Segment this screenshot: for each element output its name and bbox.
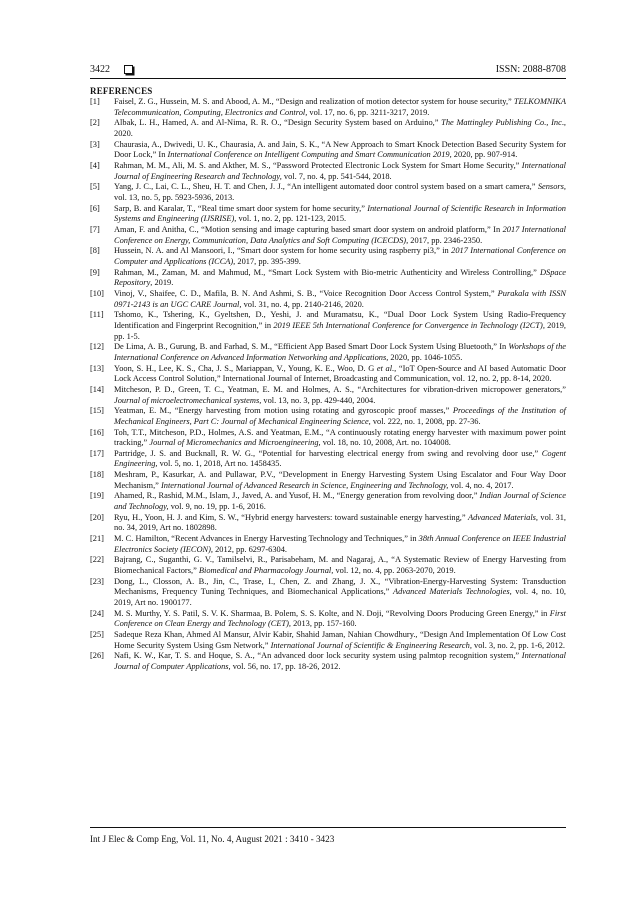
reference-authors-title: Ryu, H., Yoon, H. J. and Kim, S. W., “Hybrid energy harvesters: toward sustainable energy harvesting,”	[114, 512, 468, 522]
reference-authors-title: Rahman, M. M., Ali, M. S. and Akther, M. S., “Password Protected Electronic Lock System for Smart Home Security,”	[114, 161, 522, 171]
reference-text	[114, 204, 566, 225]
reference-authors-title: Faisel, Z. G., Hussein, M. S. and Abood, A. M., “Design and realization of motion detector system for house security,”	[114, 97, 514, 107]
reference-venue: First Conference on Clean Energy and Technology (CET),	[114, 608, 566, 629]
reference-number: [19]	[90, 491, 104, 501]
reference-item	[90, 182, 566, 203]
reference-number: [1]	[90, 97, 100, 107]
reference-details: 2019, pp. 1-5.	[114, 320, 567, 341]
reference-authors-title: Toh, T.T., Mitcheson, P.D., Holmes, A.S. and Yeatman, E.M., “A continuously rotating energy harvester with maximum power point tracking,”	[114, 427, 566, 448]
reference-authors-title: Sadeque Reza Khan, Ahmed Al Mansur, Alvir Kabir, Shahid Jaman, Nahian Chowdhury., “Design And Implementation Of Low Cost Home Security System Using Gsm Network,”	[114, 629, 566, 650]
reference-item	[90, 491, 566, 512]
reference-venue: Journal of microelectromechanical systems,	[114, 395, 262, 405]
reference-text	[114, 651, 566, 672]
reference-item	[90, 364, 566, 385]
references-heading: REFERENCES	[90, 86, 153, 96]
reference-authors-title: Bajrang, C., Suganthi, G. V., Tamilselvi, R., Parisabeham, M. and Nagaraj, A., “A Systematic Review of Energy Harvesting from Biomechanical Factors,”	[114, 555, 566, 576]
reference-text	[114, 140, 566, 161]
reference-item	[90, 289, 566, 310]
reference-text	[114, 97, 566, 118]
reference-number: [8]	[90, 246, 100, 256]
reference-text	[114, 342, 566, 363]
reference-authors-title: Dong, L., Closson, A. B., Jin, C., Trase, I., Chen, Z. and Zhang, J. X., “Vibration-Energy-Harvesting System: Transduction Mechanisms, Frequency Tuning Techniques, and Biomechanical Applications,”	[114, 576, 566, 597]
reference-details: , 2020, pp. 907-914.	[449, 150, 518, 160]
reference-text	[114, 406, 566, 427]
reference-number: [13]	[90, 363, 104, 373]
reference-item	[90, 651, 566, 672]
reference-details: , 2019.	[150, 278, 174, 288]
reference-text	[114, 268, 566, 289]
reference-text	[114, 289, 566, 310]
reference-number: [25]	[90, 629, 104, 639]
reference-details: vol. 31, no. 34, 2019, Art no. 1802898.	[114, 512, 567, 533]
square-bullet-icon	[124, 65, 133, 74]
reference-number: [22]	[90, 555, 104, 565]
reference-details: , “IoT Open-Source and AI based Automatic Door Lock Access Control Solution,” International Journal of Internet, Broadcasting and Communication, vol. 12, no. 2, pp. 8-14, 2020.	[114, 363, 566, 384]
reference-item	[90, 97, 566, 118]
footer-rule	[90, 827, 566, 828]
page-header	[90, 60, 566, 78]
reference-item	[90, 310, 566, 342]
reference-venue: International Conference on Intelligent Computing and Smart Communication 2019	[167, 150, 450, 160]
reference-authors-title: M. C. Hamilton, “Recent Advances in Energy Harvesting Technology and Techniques,” in	[114, 534, 419, 544]
reference-venue: Journal of Micromechanics and Microengineering,	[149, 438, 321, 448]
reference-number: [6]	[90, 203, 100, 213]
reference-authors-title: Nafi, K. W., Kar, T. S. and Hoque, S. A., “An advanced door lock security system using palmtop recognition system,”	[114, 651, 522, 661]
reference-details: vol. 4, no. 10, 2019, Art no. 1900177.	[114, 587, 566, 607]
reference-number: [3]	[90, 139, 100, 149]
reference-venue: International Journal of Scientific Research in Information Systems and Engineering (IJSRISE)	[114, 203, 566, 224]
reference-item	[90, 449, 566, 470]
reference-text	[114, 225, 566, 246]
reference-venue: International Journal of Advanced Research in Science, Engineering and Technology,	[160, 480, 449, 490]
reference-details: vol. 222, no. 1, 2008, pp. 27-36.	[370, 416, 481, 426]
reference-number: [15]	[90, 406, 104, 416]
reference-details: vol. 3, no. 2, pp. 1-6, 2012.	[471, 640, 565, 650]
reference-number: [4]	[90, 161, 100, 171]
reference-venue: Advanced Materials,	[467, 512, 539, 522]
reference-authors-title: Ahamed, R., Rashid, M.M., Islam, J., Javed, A. and Yusof, H. M., “Energy generation from revolving door,”	[114, 491, 480, 501]
reference-number: [18]	[90, 470, 104, 480]
reference-number: [21]	[90, 534, 104, 544]
reference-venue: 2017 International Conference on Computer and Applications (ICCA),	[114, 246, 566, 266]
reference-venue: Biomedical and Pharmacology Journal,	[198, 566, 334, 576]
reference-item	[90, 630, 566, 651]
reference-authors-title: Yoon, S. H., Lee, K. S., Cha, J. S., Mariappan, V., Young, K. E., Woo, D. G	[114, 363, 377, 373]
reference-venue: Cogent Engineering,	[114, 448, 566, 469]
reference-venue: The Mattingley Publishing Co., Inc	[441, 118, 562, 128]
reference-authors-title: Aman, F. and Anitha, C., “Motion sensing and image capturing based smart door system on android platform,” In	[114, 225, 503, 235]
reference-text	[114, 449, 566, 470]
reference-venue: Indian Journal of Science and Technology,	[114, 491, 566, 512]
reference-venue: Advanced Materials Technologies,	[392, 587, 512, 597]
reference-details: vol. 18, no. 10, 2008, Art. no. 104008.	[320, 438, 451, 448]
reference-item	[90, 118, 566, 139]
reference-venue: Sensors,	[537, 182, 566, 192]
reference-details: vol. 9, no. 19, pp. 1-6, 2016.	[168, 502, 266, 512]
reference-details: vol. 13, no. 3, pp. 429-440, 2004.	[261, 395, 376, 405]
reference-authors-title: De Lima, A. B., Gurung, B. and Farhad, S. M., “Efficient App Based Smart Door Lock System Using Bluetooth,” In	[114, 342, 509, 352]
reference-text	[114, 246, 566, 267]
reference-item	[90, 268, 566, 289]
reference-details: 2017, pp. 395-399.	[235, 257, 301, 266]
reference-authors-title: Sarp, B. and Karalar, T., “Real time smart door system for home security,”	[114, 203, 368, 213]
reference-venue: Workshops of the International Conference on Advanced Information Networking and Applications,	[114, 342, 566, 362]
reference-authors-title: Mitcheson, P. D., Green, T. C., Yeatman, E. M. and Holmes, A. S., “Architectures for vibration-driven micropower generators,”	[114, 384, 566, 394]
reference-venue: International Journal of Engineering Research and Technology,	[114, 161, 566, 181]
reference-number: [26]	[90, 651, 104, 661]
reference-number: [2]	[90, 118, 100, 128]
reference-details: 2017, pp. 2346-2350.	[408, 235, 483, 245]
reference-number: [7]	[90, 225, 100, 235]
reference-number: [9]	[90, 267, 100, 277]
reference-details: vol. 56, no. 17, pp. 18-26, 2012.	[230, 661, 341, 671]
reference-number: [14]	[90, 384, 104, 394]
reference-number: [17]	[90, 448, 104, 458]
reference-number: [11]	[90, 310, 104, 320]
reference-text	[114, 385, 566, 406]
reference-text	[114, 609, 566, 630]
reference-text	[114, 577, 566, 609]
reference-item	[90, 577, 566, 609]
reference-authors-title: Rahman, M., Zaman, M. and Mahmud, M., “Smart Lock System with Bio-metric Authenticity and Wireless Controlling,”	[114, 267, 540, 277]
reference-authors-title: Vinoj, V., Shaifee, C. D., Mafila, B. N. And Ashmi, S. B., “Voice Recognition Door Access Control System,”	[114, 288, 498, 298]
reference-item	[90, 385, 566, 406]
reference-venue: Proceedings of the Institution of Mechanical Engineers, Part C: Journal of Mechanical Engineering Science,	[114, 406, 566, 426]
reference-text	[114, 470, 566, 491]
reference-number: [20]	[90, 512, 104, 522]
reference-authors-title: Meshram, P., Kasurkar, A. and Pullawar, P.V., “Development in Energy Harvesting System Using Escalator and Four Way Door Mechanism,”	[114, 470, 566, 490]
reference-item	[90, 513, 566, 534]
reference-authors-title: Tshomo, K., Tshering, K., Gyeltshen, D., Yeshi, J. and Muramatsu, K., “Dual Door Lock System Using Radio-Frequency Identification and Fingerprint Recognition,” in	[114, 310, 566, 330]
reference-venue: International Journal of Scientific & Engineering Research,	[270, 640, 472, 650]
reference-authors-title: Albak, L. H., Hamed, A. and Al-Nima, R. R. O., “Design Security System based on Arduino,”	[114, 118, 442, 128]
reference-item	[90, 470, 566, 491]
reference-authors-title: Yang, J. C., Lai, C. L., Sheu, H. T. and Chen, J. J., “An intelligent automated door control system based on a smart camera,”	[114, 182, 538, 192]
page-footer: Int J Elec & Comp Eng, Vol. 11, No. 4, August 2021 : 3410 - 3423	[90, 834, 335, 844]
reference-number: [24]	[90, 608, 104, 618]
reference-details: 2012, pp. 6297-6304.	[213, 544, 287, 554]
references-section	[90, 86, 566, 673]
reference-number: [10]	[90, 288, 104, 298]
reference-authors-title: M. S. Murthy, Y. S. Patil, S. V. K. Sharmaa, B. Polem, S. S. Kolte, and N. Doji, “Revolving Doors Producing Green Energy,” in	[114, 608, 550, 618]
reference-item	[90, 161, 566, 182]
reference-venue: DSpace Repository	[114, 267, 566, 288]
reference-venue: 2019 IEEE 5th International Conference for Convergence in Technology (I2CT),	[273, 320, 545, 330]
header-rule	[90, 78, 566, 79]
reference-details: ., 2020.	[114, 118, 566, 139]
reference-venue: International Journal of Computer Applications,	[114, 651, 566, 671]
reference-text	[114, 428, 566, 449]
reference-text	[114, 182, 566, 203]
reference-item	[90, 555, 566, 576]
reference-text	[114, 118, 566, 139]
reference-number: [12]	[90, 342, 104, 352]
reference-item	[90, 534, 566, 555]
reference-venue: TELKOMNIKA Telecommunication, Computing, Electronics and Control,	[114, 97, 566, 117]
reference-venue: Purakala with ISSN 0971-2143 is an UGC CARE Journal,	[114, 288, 566, 309]
reference-text	[114, 364, 566, 385]
issn: ISSN: 2088-8708	[495, 63, 566, 75]
reference-item	[90, 204, 566, 225]
reference-details: vol. 12, no. 4, pp. 2063-2070, 2019.	[333, 566, 456, 576]
reference-details: vol. 17, no. 6, pp. 3211-3217, 2019.	[307, 107, 430, 117]
page-number: 3422	[90, 63, 110, 75]
reference-details: 2013, pp. 157-160.	[291, 619, 357, 629]
reference-authors-title: Yeatman, E. M., “Energy harvesting from motion using rotating and gyroscopic proof masses,”	[114, 406, 453, 416]
reference-item	[90, 406, 566, 427]
reference-venue: 2017 International Conference on Energy, Communication, Data Analytics and Soft Computing (ICECDS),	[114, 225, 566, 245]
reference-number: [23]	[90, 576, 104, 586]
reference-authors-title: Chaurasia, A., Dwivedi, U. K., Chaurasia, A. and Jain, S. K., “A New Approach to Smart Knock Detection Based Security System for Door Lock,” In	[114, 139, 566, 160]
reference-text	[114, 491, 566, 512]
reference-item	[90, 225, 566, 246]
reference-item	[90, 140, 566, 161]
reference-authors-title: Partridge, J. S. and Bucknall, R. W. G., “Potential for harvesting electrical energy from swing and revolving door use,”	[114, 448, 542, 458]
reference-text	[114, 310, 566, 342]
reference-item	[90, 342, 566, 363]
reference-text	[114, 513, 566, 534]
reference-text	[114, 630, 566, 651]
reference-item	[90, 428, 566, 449]
reference-text	[114, 555, 566, 576]
reference-details: , vol. 1, no. 2, pp. 121-123, 2015.	[234, 214, 347, 224]
reference-details: vol. 31, no. 4, pp. 2140-2146, 2020.	[241, 299, 364, 309]
reference-item	[90, 246, 566, 267]
reference-venue: et al.	[376, 363, 395, 373]
reference-list	[90, 97, 566, 672]
reference-item	[90, 609, 566, 630]
reference-number: [5]	[90, 182, 100, 192]
reference-number: [16]	[90, 427, 104, 437]
header-left	[90, 64, 133, 75]
reference-text	[114, 534, 566, 555]
reference-details: vol. 5, no. 1, 2018, Art no. 1458435.	[157, 459, 282, 469]
reference-details: vol. 7, no. 4, pp. 541-544, 2018.	[281, 171, 392, 181]
reference-venue: 38th Annual Conference on IEEE Industrial Electronics Society (IECON),	[114, 534, 566, 554]
reference-authors-title: Hussein, N. A. and Al Mansoori, I., “Smart door system for home security using raspberry pi3,” in	[114, 246, 452, 256]
reference-details: 2020, pp. 1046-1055.	[388, 352, 463, 362]
reference-text	[114, 161, 566, 182]
reference-details: vol. 13, no. 5, pp. 5923-5936, 2013.	[114, 193, 235, 203]
reference-details: vol. 4, no. 4, 2017.	[448, 480, 514, 490]
